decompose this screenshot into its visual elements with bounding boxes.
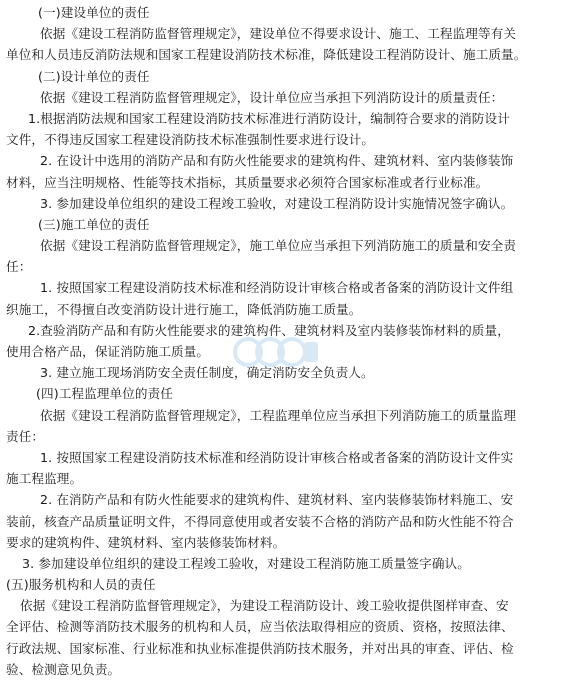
paragraph-line: 全评估、检测等消防技术服务的机构和人员，应当依法取得相应的资质、资格，按照法律、 (6, 619, 514, 635)
paragraph-line: 责任： (6, 428, 45, 444)
paragraph-line: 单位和人员违反消防法规和国家工程建设消防技术标准，降低建设工程消防设计、施工质量。 (6, 47, 527, 63)
list-item-line: 文件，不得违反国家工程建设消防技术标准强制性要求进行设计。 (6, 132, 375, 148)
section-heading-construction-unit: (一)建设单位的责任 (38, 5, 150, 20)
section-heading-service-agencies: (五)服务机构和人员的责任 (6, 577, 156, 593)
list-item-line: 3. 参加建设单位组织的建设工程竣工验收，对建设工程消防施工质量签字确认。 (22, 555, 470, 571)
section-heading-design-unit: (二)设计单位的责任 (38, 68, 150, 84)
list-item-line: 2. 在消防产品和有防火性能要求的建筑构件、建筑材料、室内装修装饰材料施工、安 (40, 492, 514, 508)
list-item-line: 织施工，不得擅自改变消防设计进行施工，降低消防施工质量。 (6, 301, 362, 317)
list-item-line: 1. 按照国家工程建设消防技术标准和经消防设计审核合格或者备案的消防设计文件实 (40, 449, 514, 465)
list-item-line: 1. 按照国家工程建设消防技术标准和经消防设计审核合格或者备案的消防设计文件组 (40, 280, 514, 296)
list-item-line: 3. 建立施工现场消防安全责任制度，确定消防安全负责人。 (40, 365, 374, 381)
list-item-line: 2. 在设计中选用的消防产品和有防火性能要求的建筑构件、建筑材料、室内装修装饰 (40, 153, 514, 169)
paragraph-line: 依据《建设工程消防监督管理规定》，工程监理单位应当承担下列消防施工的质量监理 (40, 407, 517, 423)
section-heading-supervision-unit: (四)工程监理单位的责任 (36, 386, 173, 402)
list-item-line: 要求的建筑构件、建筑材料、室内装修装饰材料。 (6, 534, 286, 550)
list-item-line: 1.根据消防法规和国家工程建设消防技术标准进行消防设计，编制符合要求的消防设计 (28, 110, 510, 126)
list-item-line: 材料，应当注明规格、性能等技术指标，其质量要求必须符合国家标准或者行业标准。 (6, 174, 489, 190)
paragraph-line: 验、检测意见负责。 (6, 661, 121, 677)
paragraph-line: 依据《建设工程消防监督管理规定》，施工单位应当承担下列消防施工的质量和安全责 (40, 238, 517, 254)
list-item-line: 3. 参加建设单位组织的建设工程竣工验收，对建设工程消防设计实施情况签字确认。 (40, 195, 514, 211)
list-item-line: 使用合格产品，保证消防施工质量。 (6, 344, 210, 359)
list-item-line: 2.查验消防产品和有防火性能要求的建筑构件、建筑材料及室内装修装饰材料的质量， (28, 322, 510, 338)
document-body (6, 2, 568, 680)
paragraph-line: 依据《建设工程消防监督管理规定》，建设单位不得要求设计、施工、工程监理等有关 (40, 26, 517, 42)
section-heading-construction-contractor: (三)施工单位的责任 (38, 216, 150, 232)
list-item-line: 装前，核查产品质量证明文件，不得同意使用或者安装不合格的消防产品和防火性能不符合 (6, 513, 514, 529)
paragraph-line: 任： (6, 259, 32, 275)
paragraph-line: 行政法规、国家标准、行业标准和执业标准提供消防技术服务，并对出具的审查、评估、检 (6, 640, 514, 656)
paragraph-line: 依据《建设工程消防监督管理规定》，设计单位应当承担下列消防设计的质量责任： (40, 89, 504, 105)
list-item-line: 施工程监理。 (6, 471, 83, 487)
paragraph-line: 依据《建设工程消防监督管理规定》，为建设工程消防设计、竣工验收提供图样审查、安 (20, 598, 509, 614)
